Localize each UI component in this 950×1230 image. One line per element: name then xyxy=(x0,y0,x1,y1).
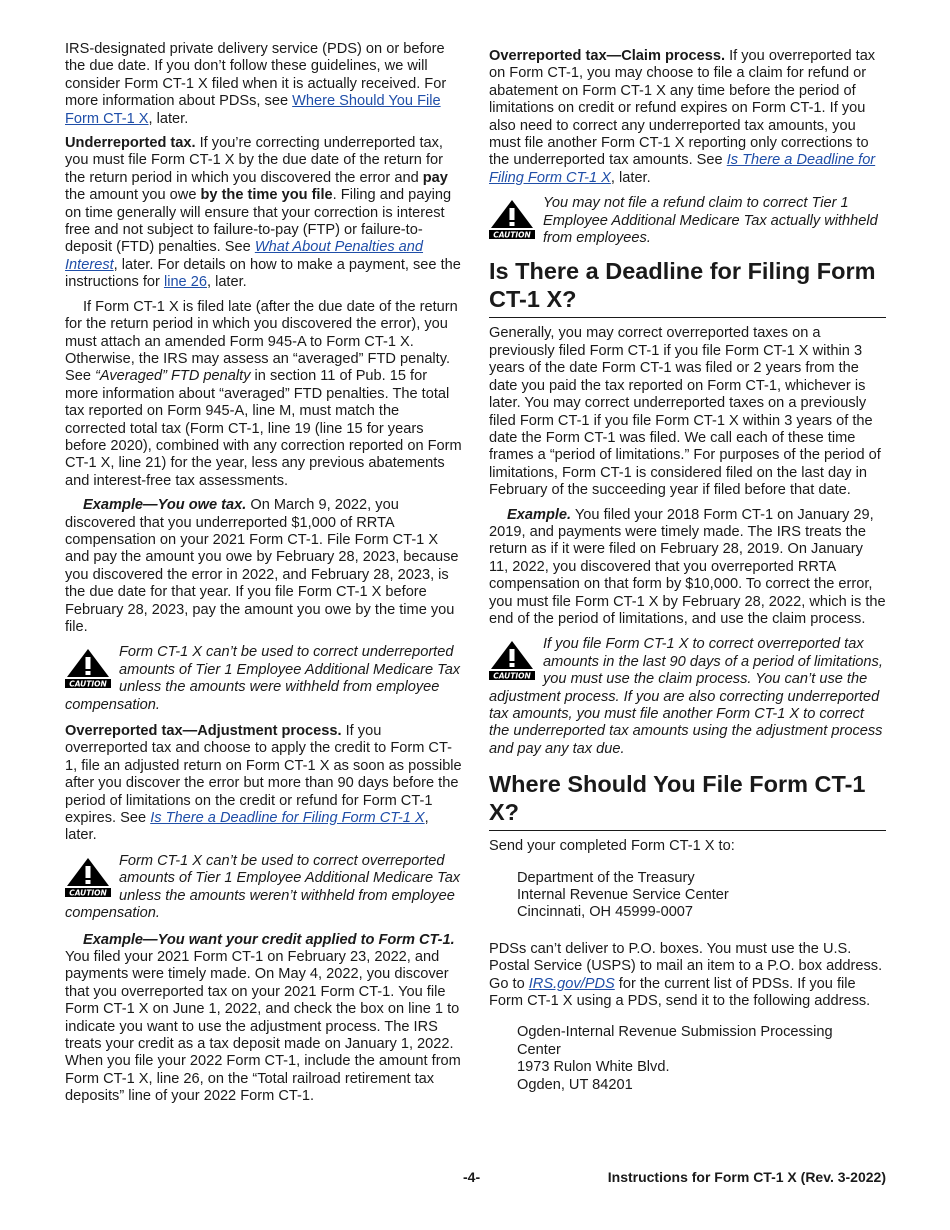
underreported-paragraph: Underreported tax. If you’re correcting underreported tax, you must file Form CT-1 X by the due date of the return for the return period in which you discovered the error and pay the amount you owe by the time you file. Filing and paying on time generally will ensure that your correction is interest free and not subject to failure-to-pay (FTP) or failure-to-deposit (FTD) penalties. See What About Penalties and Interest, later. For details on how to make a payment, see the instructions for line 26, later. xyxy=(65,135,461,291)
pds-paragraph: PDSs can’t deliver to P.O. boxes. You must use the U.S. Postal Service (USPS) to mail an item to a P.O. box address. Go to IRS.gov/PDS for the current list of PDSs. If you file Form CT-1 X using a PDS, send it to the following address. xyxy=(489,940,883,1010)
caution-icon xyxy=(489,199,535,239)
page-footer xyxy=(0,1169,950,1189)
penalties-interest-link[interactable]: What About Penalties and Interest xyxy=(65,239,424,273)
caution-icon xyxy=(65,857,111,897)
where-file-heading: Where Should You File Form CT-1 X? xyxy=(489,770,886,831)
address-line: Cincinnati, OH 45999-0007 xyxy=(517,904,694,921)
claim-process-heading: Overreported tax—Claim process. xyxy=(489,48,726,64)
caution-text-3: You may not file a refund claim to correct Tier 1 Employee Additional Medicare Tax actually withheld from employees. xyxy=(543,195,878,247)
cincinnati-address xyxy=(517,870,886,922)
left-column xyxy=(65,41,463,1106)
address-line: 1973 Rulon White Blvd. xyxy=(517,1059,670,1076)
svg-text:CAUTION: CAUTION xyxy=(493,671,531,681)
caution-box-3 xyxy=(489,195,886,247)
deadline-link[interactable]: Is There a Deadline for Filing Form CT-1 X xyxy=(489,152,876,186)
overreported-adjustment-heading: Overreported tax—Adjustment process. xyxy=(65,723,342,740)
late-filing-paragraph: If Form CT-1 X is filed late (after the due date of the return for the return period in which you discovered the error), you must attach an amended Form 945-A to Form CT-1 X. Otherwise, the IRS may assess an “averaged” FTD penalty. See “Averaged” FTD penalty in section 11 of Pub. 15 for more information about “averaged” FTD penalties. The total tax reported on Form 945-A, line M, must match the corrected total tax (Form CT-1, line 19 (line 15 for years before 2020), combined with any correction reported on Form CT-1 X, line 21) for the year, less any previous abatements and interest-free tax assessments. xyxy=(65,298,462,489)
caution-box-4 xyxy=(489,636,886,758)
intro-paragraph: IRS-designated private delivery service (PDS) on or before the due date. If you don’t follow these guidelines, we will consider Form CT-1 X filed when it is actually received. For more information about PDSs, see Where Should You File Form CT-1 X, later. xyxy=(65,41,447,127)
page-number: -4- xyxy=(463,1169,481,1185)
caution-icon xyxy=(489,640,535,680)
caution-text-1: Form CT-1 X can’t be used to correct underreported amounts of Tier 1 Employee Additional Medicare Tax unless the amounts were withheld from employee compensation. xyxy=(65,644,461,713)
example-deadline-heading: Example. xyxy=(507,506,572,523)
svg-text:CAUTION: CAUTION xyxy=(69,679,107,689)
right-column xyxy=(489,41,886,1094)
example-deadline: Example. You filed your 2018 Form CT-1 on January 29, 2019, and payments were timely made. The IRS treats the return as if it were filed on February 28, 2019. On January 11, 2022, you discovered that you overreported RRTA compensation on that form by $10,000. To correct the error, you must file Form CT-1 X by February 28, 2022, which is the end of the period of limitations, and use the claim process. xyxy=(489,506,886,627)
where-file-link[interactable]: Where Should You File Form CT-1 X xyxy=(65,93,441,127)
underreported-heading: Underreported tax. xyxy=(65,135,196,152)
address-line: Internal Revenue Service Center xyxy=(517,887,729,904)
example-credit-heading: Example—You want your credit applied to Form CT-1. xyxy=(83,931,455,948)
example-owe-tax: Example—You owe tax. On March 9, 2022, you discovered that you underreported $1,000 of RRTA compensation on your 2021 Form CT-1. File Form CT-1 X and pay the amount you owe by February 28, 2023, because you discovered the error in 2022, and February 28, 2023, is the due date for that year. If you file Form CT-1 X before February 28, 2023, pay the amount you owe by the time you file. xyxy=(65,497,459,635)
deadline-link[interactable]: Is There a Deadline for Filing Form CT-1 X xyxy=(150,810,425,827)
svg-text:CAUTION: CAUTION xyxy=(493,230,531,240)
caution-box-1 xyxy=(65,644,463,714)
form-title: Instructions for Form CT-1 X (Rev. 3-2022) xyxy=(607,1169,886,1185)
deadline-paragraph: Generally, you may correct overreported taxes on a previously filed Form CT-1 if you file Form CT-1 X within 3 years of the date Form CT-1 was filed or 2 years from the date you paid the tax reported on Form CT-1, whichever is later. You may correct underreported taxes on a previously filed Form CT-1 if you file Form CT-1 X within 3 years of the date the Form CT-1 was filed. We call each of these time frames a “period of limitations.” For purposes of the period of limitations, Form CT-1 is considered filed on the last day in February of the succeeding year if filed before that date. xyxy=(489,325,881,499)
irs-pds-link[interactable]: IRS.gov/PDS xyxy=(528,975,615,992)
example-credit-applied: Example—You want your credit applied to Form CT-1. You filed your 2021 Form CT-1 on February 23, 2022, and payments were timely made. On May 4, 2022, you discover that you overreported tax on your 2021 Form CT-1. You file Form CT-1 X on June 1, 2022, and check the box on line 1 to indicate you want to use the adjustment process. The IRS treats your credit as a tax deposit made on January 1, 2022. When you file your 2022 Form CT-1, include the amount from Form CT-1 X, line 26, on the “Total railroad retirement tax deposits” line of your 2022 Form CT-1. xyxy=(65,931,461,1105)
deadline-heading: Is There a Deadline for Filing Form CT-1 X? xyxy=(489,257,886,318)
overreported-adjustment-paragraph: Overreported tax—Adjustment process. If you overreported tax and choose to apply the credit to Form CT-1, file an adjusted return on Form CT-1 X as soon as possible after you discover the error but more than 90 days before the period of limitations on the credit or refund for Form CT-1 expires. See Is There a Deadline for Filing Form CT-1 X, later. xyxy=(65,723,462,844)
caution-text-4: If you file Form CT-1 X to correct overreported tax amounts in the last 90 days of a period of limitations, you must use the claim process. You can’t use the adjustment process. If you are also correcting underreported tax amounts, you must file another Form CT-1 X to correct the underreported tax amounts using the adjustment process and pay any tax due. xyxy=(489,636,883,757)
caution-box-2 xyxy=(65,853,463,923)
example-owe-tax-heading: Example—You owe tax. xyxy=(83,497,247,514)
svg-text:CAUTION: CAUTION xyxy=(69,888,107,897)
address-line: Department of the Treasury xyxy=(517,869,695,886)
send-paragraph: Send your completed Form CT-1 X to: xyxy=(489,838,735,855)
caution-icon xyxy=(65,648,111,688)
claim-process-paragraph: Overreported tax—Claim process. If you overreported tax on Form CT-1, you may choose to file a claim for refund or abatement on Form CT-1 X any time before the period of limitations on credit or refund expires on Form CT-1. If you also need to correct any underreported tax amounts, you must file another Form CT-1 X reporting only corrections to the underreported tax amounts. See Is There a Deadline for Filing Form CT-1 X, later. xyxy=(489,48,876,186)
ogden-address xyxy=(517,1024,862,1094)
address-line: Ogden-Internal Revenue Submission Processing Center xyxy=(517,1024,833,1058)
caution-text-2: Form CT-1 X can’t be used to correct overreported amounts of Tier 1 Employee Additional Medicare Tax unless the amounts weren’t withheld from employee compensation. xyxy=(65,852,461,922)
address-line: Ogden, UT 84201 xyxy=(517,1076,633,1093)
line-26-link[interactable]: line 26 xyxy=(163,274,207,291)
